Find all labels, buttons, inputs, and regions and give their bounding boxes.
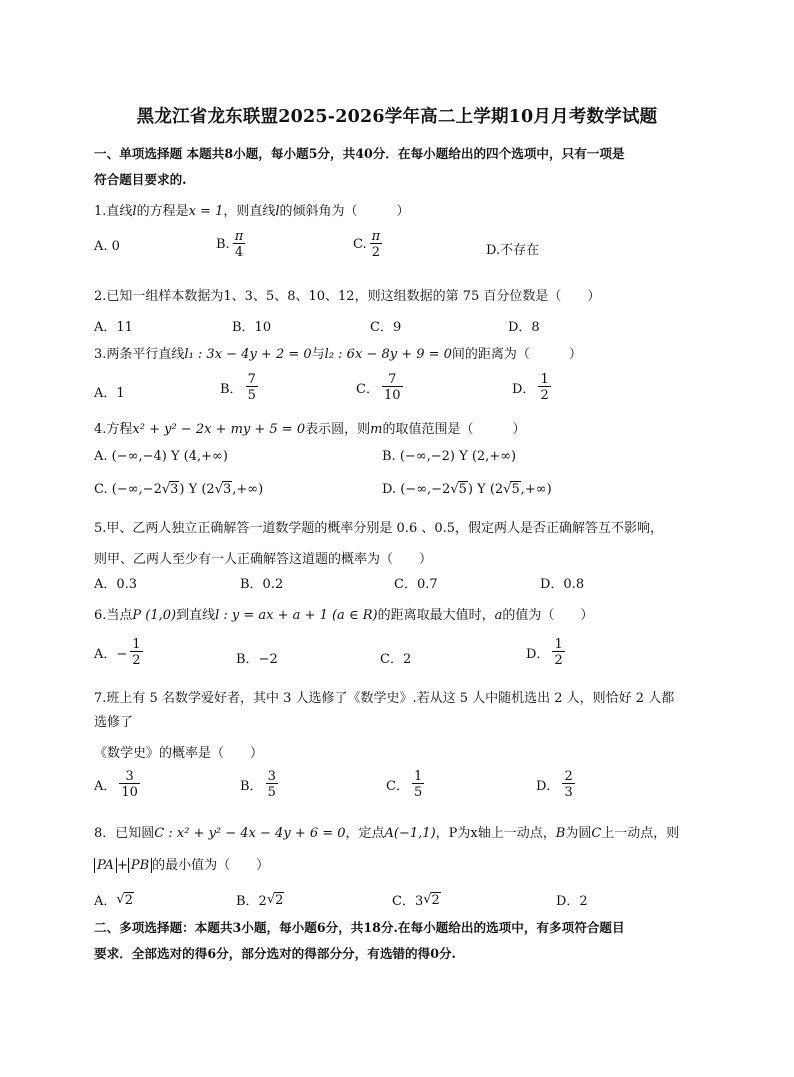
q3-option-b: B． $\frac{7}{5}$ [220,372,256,403]
q1-option-b: B. $\frac{\pi}{4}$ [216,229,244,260]
section1-heading [94,143,704,191]
q3-option-d: D． $\frac{1}{2}$ [512,372,549,403]
q5-options [94,573,714,603]
q1-option-d: D.不存在 [486,243,540,258]
q7-options [94,770,714,800]
q1-post: 的倾斜角为（ ） [279,204,410,219]
q1-eq: x = 1 [188,204,224,219]
line-l: l : y = ax + a + 1 (a ∈ R) [215,608,378,623]
q1-mid2: ，则直线 [223,204,276,219]
q6-option-d: D． $\frac{1}{2}$ [526,637,563,668]
q1-options [94,230,714,260]
q8-option-a: A． √ 2 [94,892,133,909]
q1-option-a: A. 0 [94,239,120,254]
q5-option-c: C．0.7 [394,577,438,592]
q3-options [94,373,714,403]
section1-line2: 符合题目要求的. [94,172,187,187]
q1-mid: 的方程是 [136,204,189,219]
q7-option-a: A． $\frac{3}{10}$ [94,769,138,800]
q5-option-b: B．0.2 [240,577,284,592]
page-title: 黑龙江省龙东联盟2025-2026学年高二上学期10月月考数学试题 [136,107,658,127]
q2-options [94,316,714,346]
question-5-line2: 则甲、乙两人至少有一人正确解答这道题的概率为（ ） [94,552,433,567]
q7-option-b: B． $\frac{3}{5}$ [240,769,276,800]
q2-option-d: D．8 [508,320,540,335]
question-7-line2: 选修了 [94,715,134,730]
q7-option-d: D． $\frac{2}{3}$ [536,769,573,800]
q4-option-a: A. (−∞,−4) Y (4,+∞) [94,449,228,464]
q8-option-c: C．3 √ 2 [392,892,440,909]
question-7-line1: 7.班上有 5 名数学爱好者，其中 3 人选修了《数学史》.若从这 5 人中随机选出 2 人，则恰好 2 人都 [94,691,675,706]
section2-line1: 二、多项选择题：本题共3小题，每小题6分，共18分.在每小题给出的选项中，有多项符合题目 [94,920,625,935]
circle-c: C : x² + y² − 4x − 4y + 6 = 0 [154,826,346,841]
q4-equation: x² + y² − 2x + my + 5 = 0 [132,422,306,437]
section2-heading [94,917,704,965]
question-8-line2: PA + PB 的最小值为（ ） [94,854,269,873]
section1-line1: 一、单项选择题 本题共8小题，每小题5分，共40分．在每小题给出的四个选项中，只有一项是 [94,146,625,161]
q6-options [94,638,714,668]
q1-l2: l [275,204,280,219]
q2-option-b: B．10 [232,320,272,335]
question-7-line3: 《数学史》的概率是（ ） [94,746,264,761]
q8-option-d: D．2 [556,894,588,909]
section2-line2: 要求．全部选对的得6分，部分选对的得部分分，有选错的得0分. [94,946,456,961]
question-2: 2.已知一组样本数据为1、3、5、8、10、12，则这组数据的第 75 百分位数是（ ） [94,289,601,304]
q8-options [94,890,714,920]
q4-option-c: C. (−∞,−2√3) Y (2√3,+∞) [94,482,264,497]
question-5-line1: 5.甲、乙两人独立正确解答一道数学题的概率分别是 0.6 、0.5，假定两人是否正确解答互不影响， [94,521,664,536]
question-8: 8．已知圆C : x² + y² − 4x − 4y + 6 = 0，定点A(−1,1)，P为x轴上一动点，B为圆C上一动点，则 [94,826,680,841]
point-a: A(−1,1) [384,826,436,841]
q4-option-d: D. (−∞,−2√5) Y (2√5,+∞) [382,482,552,497]
question-3: 3.两条平行直线l₁ : 3x − 4y + 2 = 0与l₂ : 6x − 8y + 9 = 0间的距离为（ ） [94,347,582,362]
q1-pre: 1.直线 [94,204,133,219]
q3-option-a: A．1 [94,386,125,401]
q3-option-c: C． $\frac{7}{10}$ [356,372,401,403]
q1-option-c: C. $\frac{\pi}{2}$ [353,229,381,260]
question-4: 4.方程x² + y² − 2x + my + 5 = 0表示圆，则m的取值范围是（ ） [94,422,526,437]
line-l2: l₂ : 6x − 8y + 9 = 0 [324,347,452,362]
q7-option-c: C． $\frac{1}{5}$ [386,769,423,800]
point-p: P (1,0) [132,608,177,623]
question-1 [94,200,410,219]
q6-option-b: B．−2 [236,652,278,667]
q5-option-d: D．0.8 [540,577,585,592]
q6-option-c: C．2 [380,652,412,667]
q6-option-a: A．− $\frac{1}{2}$ [94,637,141,668]
line-l1: l₁ : 3x − 4y + 2 = 0 [184,347,312,362]
q4-option-b: B. (−∞,−2) Y (2,+∞) [382,449,517,464]
q1-l: l [132,204,137,219]
question-6: 6.当点P (1,0)到直线l : y = ax + a + 1 (a ∈ R)的距离取最大值时，a的值为（ ） [94,608,594,623]
q2-option-c: C．9 [370,320,402,335]
q8-option-b: B．2 √ 2 [236,892,284,909]
q2-option-a: A．11 [94,320,133,335]
q5-option-a: A．0.3 [94,577,138,592]
